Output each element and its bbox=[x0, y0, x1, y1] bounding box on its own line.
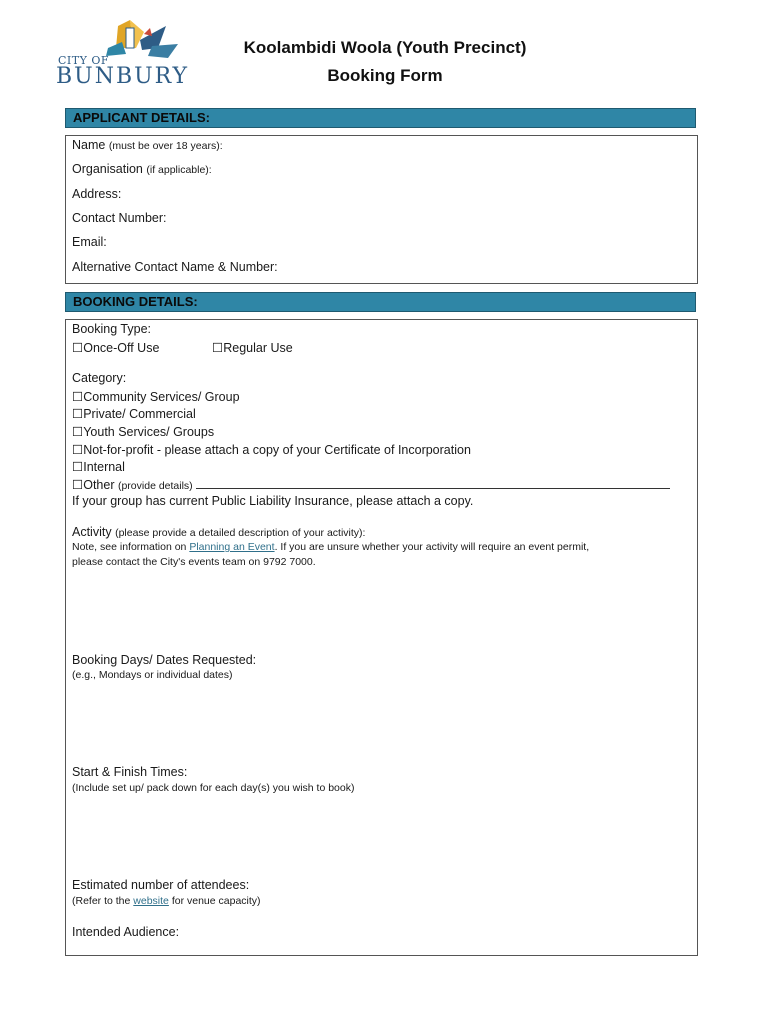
category-option-label: Internal bbox=[83, 460, 125, 474]
applicant-details-heading: APPLICANT DETAILS: bbox=[65, 108, 696, 128]
attendees-note bbox=[72, 895, 261, 907]
name-label: Name bbox=[72, 138, 106, 152]
checkbox-icon: ☐ bbox=[72, 460, 84, 474]
regular-use-checkbox[interactable] bbox=[212, 340, 293, 355]
category-other-checkbox[interactable] bbox=[72, 477, 670, 492]
activity-info bbox=[72, 541, 589, 553]
once-off-use-checkbox[interactable] bbox=[72, 340, 159, 355]
activity-note: (please provide a detailed description of your activity): bbox=[115, 527, 366, 539]
category-private-checkbox[interactable] bbox=[72, 406, 196, 421]
category-youth-checkbox[interactable] bbox=[72, 424, 214, 439]
category-label: Category: bbox=[72, 371, 127, 385]
name-note: (must be over 18 years): bbox=[108, 140, 223, 152]
website-link[interactable]: website bbox=[133, 895, 169, 907]
checkbox-icon: ☐ bbox=[212, 341, 224, 355]
logo-name-text: BUNBURY bbox=[56, 64, 190, 89]
other-details-line[interactable] bbox=[196, 478, 670, 489]
booking-days-label: Booking Days/ Dates Requested: bbox=[72, 653, 257, 667]
activity-info-post: . If you are unsure whether your activity will require an event permit, bbox=[274, 541, 590, 553]
contact-number-label: Contact Number: bbox=[72, 211, 167, 225]
planning-an-event-link[interactable]: Planning an Event bbox=[189, 541, 275, 553]
intended-audience-label: Intended Audience: bbox=[72, 925, 180, 939]
category-internal-checkbox[interactable] bbox=[72, 459, 125, 474]
address-label: Address: bbox=[72, 187, 122, 201]
email-label: Email: bbox=[72, 235, 107, 249]
category-community-checkbox[interactable] bbox=[72, 389, 240, 404]
alternative-contact-field[interactable] bbox=[72, 260, 278, 274]
category-other-note: (provide details) bbox=[117, 480, 193, 492]
form-subtitle: Booking Form bbox=[327, 66, 443, 85]
checkbox-icon: ☐ bbox=[72, 425, 84, 439]
booking-days-note: (e.g., Mondays or individual dates) bbox=[72, 669, 233, 681]
activity-label: Activity bbox=[72, 525, 112, 539]
regular-use-label: Regular Use bbox=[223, 341, 293, 355]
booking-details-heading: BOOKING DETAILS: bbox=[65, 292, 696, 312]
name-field[interactable] bbox=[72, 138, 223, 152]
logo-city-text: CITY OF bbox=[58, 54, 110, 67]
category-option-label: Community Services/ Group bbox=[83, 390, 240, 404]
alternative-contact-label: Alternative Contact Name & Number: bbox=[72, 260, 278, 274]
start-finish-times-label: Start & Finish Times: bbox=[72, 765, 188, 779]
activity-info-line2: please contact the City's events team on 9792 7000. bbox=[72, 556, 316, 568]
checkbox-icon: ☐ bbox=[72, 407, 84, 421]
category-other-label: Other bbox=[83, 478, 115, 492]
organisation-note: (if applicable): bbox=[146, 164, 212, 176]
attendees-note-post: for venue capacity) bbox=[171, 895, 261, 907]
form-title: Koolambidi Woola (Youth Precinct) bbox=[243, 38, 527, 57]
checkbox-icon: ☐ bbox=[72, 443, 84, 457]
category-option-label: Youth Services/ Groups bbox=[83, 425, 215, 439]
checkbox-icon: ☐ bbox=[72, 341, 84, 355]
checkbox-icon: ☐ bbox=[72, 478, 84, 492]
city-of-bunbury-logo bbox=[56, 18, 190, 90]
organisation-field[interactable] bbox=[72, 162, 212, 176]
insurance-note: If your group has current Public Liability Insurance, please attach a copy. bbox=[72, 494, 474, 508]
organisation-label: Organisation bbox=[72, 162, 143, 176]
attendees-label: Estimated number of attendees: bbox=[72, 878, 250, 892]
booking-type-label: Booking Type: bbox=[72, 322, 151, 336]
address-field[interactable] bbox=[72, 187, 121, 201]
start-finish-times-note: (Include set up/ pack down for each day(s) you wish to book) bbox=[72, 782, 355, 794]
activity-info-pre: Note, see information on bbox=[72, 541, 187, 553]
activity-field[interactable] bbox=[72, 525, 365, 539]
contact-number-field[interactable] bbox=[72, 211, 166, 225]
checkbox-icon: ☐ bbox=[72, 390, 84, 404]
category-option-label: Not-for-profit - please attach a copy of your Certificate of Incorporation bbox=[83, 443, 471, 457]
once-off-use-label: Once-Off Use bbox=[83, 341, 160, 355]
category-nfp-checkbox[interactable] bbox=[72, 442, 471, 457]
category-option-label: Private/ Commercial bbox=[83, 407, 196, 421]
email-field[interactable] bbox=[72, 235, 107, 249]
attendees-note-pre: (Refer to the bbox=[72, 895, 131, 907]
